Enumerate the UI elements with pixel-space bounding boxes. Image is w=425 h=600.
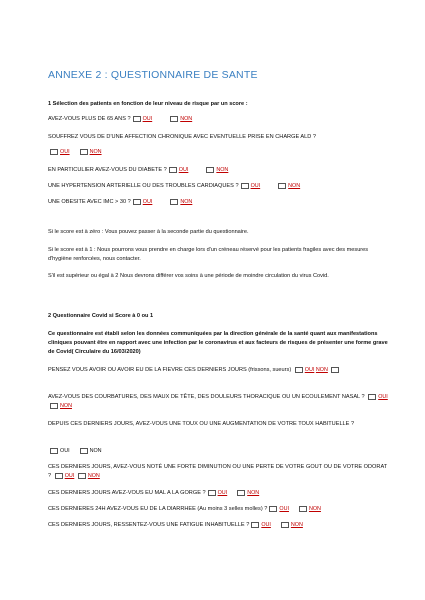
yes-checkbox[interactable] — [133, 116, 141, 122]
question-text: AVEZ-VOUS DES COURBATURES, DES MAUX DE TÊTE, DES DOULEURS THORACIQUE OU UN ECOULEMENT NASAL ? — [48, 394, 365, 400]
question-text: CES DERNIERES 24H AVEZ-VOUS EU DE LA DIARRHEE (Au moins 3 selles molles) ? — [48, 506, 268, 512]
yes-checkbox[interactable] — [368, 394, 376, 400]
yes-checkbox[interactable] — [269, 506, 277, 512]
no-label: NON — [290, 522, 303, 528]
question-text: UNE HYPERTENSION ARTERIELLE OU DES TROUBLES CARDIAQUES ? — [48, 183, 239, 189]
question-text: PENSEZ VOUS AVOIR OU AVOIR EU DE LA FIEVRE CES DERNIERS JOURS (frissons, sueurs) — [48, 367, 292, 373]
question-text: CES DERNIERS JOURS AVEZ-VOUS EU MAL A LA GORGE ? — [48, 490, 206, 496]
no-checkbox[interactable] — [281, 522, 289, 528]
question-chronic — [48, 134, 316, 140]
question-text: CES DERNIERS JOURS, AVEZ-VOUS NOTÉ UNE FORTE DIMINUTION OU UNE PERTE DE VOTRE GOUT OU DE VOTRE ODORAT ? — [48, 464, 388, 479]
question-text: UNE OBESITE AVEC IMC > 30 ? — [48, 199, 131, 205]
question-fatigue — [48, 522, 303, 528]
question-hypertension — [48, 183, 300, 189]
yes-checkbox[interactable] — [295, 367, 303, 373]
question-sore-throat — [48, 490, 259, 496]
question-taste-smell — [48, 463, 388, 481]
question-text: AVEZ-VOUS PLUS DE 65 ANS ? — [48, 116, 131, 122]
question-chronic-answers — [48, 149, 102, 155]
question-text: SOUFFREZ VOUS DE D'UNE AFFECTION CHRONIQUE AVEC EVENTUELLE PRISE EN CHARGE ALD ? — [48, 134, 316, 140]
question-diabetes — [48, 167, 228, 173]
yes-label: OUI — [304, 367, 315, 373]
no-checkbox[interactable] — [80, 448, 88, 454]
section2-heading: 2 Questionnaire Covid si Score à 0 ou 1 — [48, 313, 154, 319]
no-label: NON — [315, 367, 328, 373]
no-checkbox[interactable] — [206, 167, 214, 173]
question-obesity — [48, 199, 192, 205]
yes-label: OUI — [142, 116, 153, 122]
yes-checkbox[interactable] — [50, 149, 58, 155]
no-label: NON — [308, 506, 321, 512]
section1-heading: 1 Sélection des patients en fonction de leur niveau de risque par un score : — [48, 101, 248, 107]
question-text: CES DERNIERS JOURS, RESSENTEZ-VOUS UNE FATIGUE INHABITUELLE ? — [48, 522, 250, 528]
question-diarrhea — [48, 506, 321, 512]
yes-checkbox[interactable] — [55, 473, 63, 479]
question-text: DEPUIS CES DERNIERS JOURS, AVEZ-VOUS UNE TOUX OU UNE AUGMENTATION DE VOTRE TOUX HABITUELLE ? — [48, 421, 355, 427]
yes-label: OUI — [279, 506, 289, 512]
question-cough — [48, 420, 388, 429]
yes-checkbox[interactable] — [169, 167, 177, 173]
no-checkbox[interactable] — [331, 367, 339, 373]
no-label: NON — [87, 473, 100, 479]
yes-checkbox[interactable] — [251, 522, 259, 528]
yes-label: OUI — [142, 199, 153, 205]
section2-intro: Ce questionnaire est établi selon les données communiquées par la direction générale de la santé quant aux manifestations cliniques pouvant être en rapport avec une infection par le coronavirus et aux facteurs de risques de présenter une forme grave de Covid( Circulaire du 16/03/2020) — [48, 331, 388, 355]
no-label: NON — [180, 199, 193, 205]
score-two-text: S'il est supérieur ou égal à 2 Nous devrons différer vos soins à une période de moindre circulation du virus Covid. — [48, 273, 329, 279]
no-label: NON — [89, 448, 102, 454]
yes-label: OUI — [217, 490, 228, 496]
no-label: NON — [60, 403, 72, 409]
yes-checkbox[interactable] — [208, 490, 216, 496]
no-checkbox[interactable] — [50, 403, 58, 409]
yes-label: OUI — [261, 522, 271, 528]
yes-label: OUI — [60, 149, 70, 155]
question-fever — [48, 366, 388, 375]
no-label: NON — [247, 490, 260, 496]
yes-label: OUI — [64, 473, 75, 479]
question-age — [48, 116, 192, 122]
no-label: NON — [288, 183, 301, 189]
no-checkbox[interactable] — [170, 116, 178, 122]
question-aches — [48, 393, 388, 411]
no-checkbox[interactable] — [237, 490, 245, 496]
score-zero-text: Si le score est à zéro : Vous pouvez passer à la seconde partie du questionnaire. — [48, 229, 249, 235]
no-label: NON — [89, 149, 102, 155]
question-text: EN PARTICULIER AVEZ-VOUS DU DIABETE ? — [48, 167, 167, 173]
no-label: NON — [180, 116, 193, 122]
yes-label: OUI — [60, 448, 70, 454]
no-checkbox[interactable] — [80, 149, 88, 155]
yes-checkbox[interactable] — [50, 448, 58, 454]
yes-label: OUI — [378, 394, 388, 400]
question-cough-answers — [48, 448, 102, 454]
yes-checkbox[interactable] — [133, 199, 141, 205]
yes-label: OUI — [178, 167, 189, 173]
yes-label: OUI — [250, 183, 261, 189]
no-checkbox[interactable] — [170, 199, 178, 205]
no-checkbox[interactable] — [78, 473, 86, 479]
no-checkbox[interactable] — [278, 183, 286, 189]
yes-checkbox[interactable] — [241, 183, 249, 189]
no-checkbox[interactable] — [299, 506, 307, 512]
no-label: NON — [216, 167, 229, 173]
score-one-text: Si le score est à 1 : Nous pourrons vous prendre en charge lors d'un créneau réservé pour les patients fragiles avec des mesures d'hygiène renforcées, nous contacter. — [48, 247, 369, 262]
page-title: ANNEXE 2 : QUESTIONNAIRE DE SANTE — [48, 69, 258, 81]
